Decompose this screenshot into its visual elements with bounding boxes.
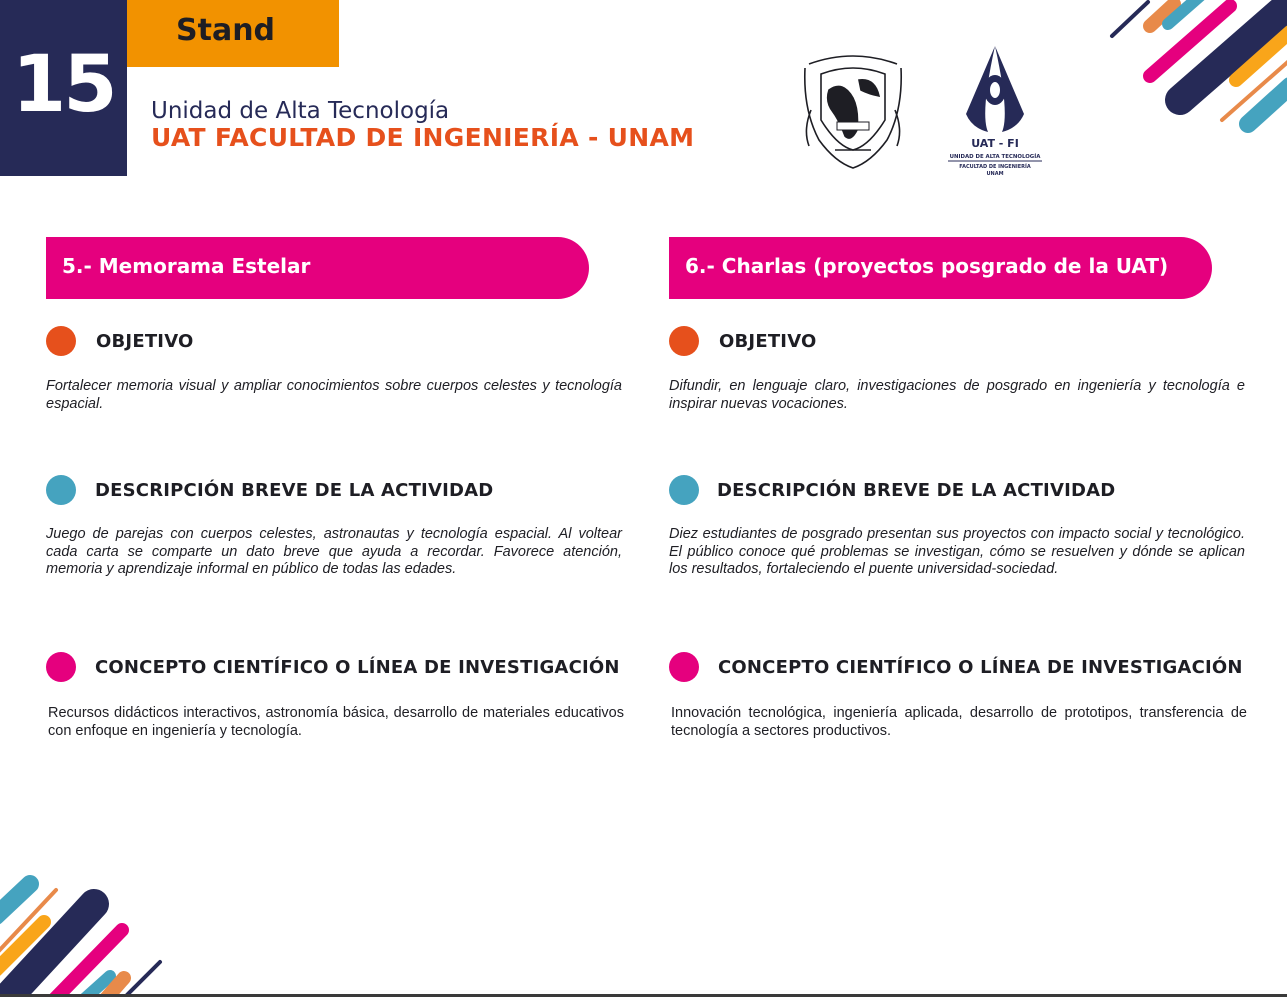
uatfi-logo [944,44,1046,178]
uatfi-sub1: UNIDAD DE ALTA TECNOLOGÍA [949,154,1041,160]
description-bullet-icon [669,475,699,505]
faculty-name: UAT FACULTAD DE INGENIERÍA - UNAM [151,123,695,152]
activity-heading-pill [669,237,1212,299]
objective-title: OBJETIVO [719,331,817,352]
concept-text: Recursos didácticos interactivos, astronomía básica, desarrollo de materiales educativos con enfoque en ingeniería y tecnología. [48,705,624,739]
decorative-stripes-bottom [0,860,170,997]
stand-label: Stand [176,13,276,48]
description-title: DESCRIPCIÓN BREVE DE LA ACTIVIDAD [95,480,494,501]
decorative-stripes-top [1100,0,1287,140]
concept-title: CONCEPTO CIENTÍFICO O LÍNEA DE INVESTIGACIÓN [95,657,620,678]
stand-number: 15 [12,40,115,130]
activity-heading: 5.- Memorama Estelar [62,254,311,278]
concept-text: Innovación tecnológica, ingeniería aplicada, desarrollo de prototipos, transferencia de tecnología a sectores productivos. [671,705,1247,739]
description-title: DESCRIPCIÓN BREVE DE LA ACTIVIDAD [717,480,1116,501]
unam-logo [799,50,907,172]
description-bullet-icon [46,475,76,505]
unit-name: Unidad de Alta Tecnología [151,98,450,124]
stand-number-box [0,0,127,176]
objective-bullet-icon [46,326,76,356]
description-text: Diez estudiantes de posgrado presentan sus proyectos con impacto social y tecnológico. El público conoce qué problemas se investigan, cómo se resuelven y dónde se aplican los resultados, fortaleciendo el puente universidad-sociedad. [669,526,1245,577]
description-text: Juego de parejas con cuerpos celestes, astronautas y tecnología espacial. Al voltear cada carta se comparte un dato breve que ayuda a recordar. Favorece atención, memoria y aprendizaje informal en público de todas las edades. [46,526,622,577]
activity-heading-pill [46,237,589,299]
concept-title: CONCEPTO CIENTÍFICO O LÍNEA DE INVESTIGACIÓN [718,657,1243,678]
uatfi-title: UAT - FI [971,137,1019,150]
uatfi-sub3: UNAM [986,171,1004,177]
uatfi-sub2: FACULTAD DE INGENIERÍA [959,164,1031,170]
activity-heading: 6.- Charlas (proyectos posgrado de la UAT) [685,254,1169,278]
concept-bullet-icon [46,652,76,682]
objective-title: OBJETIVO [96,331,194,352]
objective-text: Difundir, en lenguaje claro, investigaciones de posgrado en ingeniería y tecnología e inspirar nuevas vocaciones. [669,378,1245,412]
concept-bullet-icon [669,652,699,682]
objective-bullet-icon [669,326,699,356]
objective-text: Fortalecer memoria visual y ampliar conocimientos sobre cuerpos celestes y tecnología espacial. [46,378,622,412]
